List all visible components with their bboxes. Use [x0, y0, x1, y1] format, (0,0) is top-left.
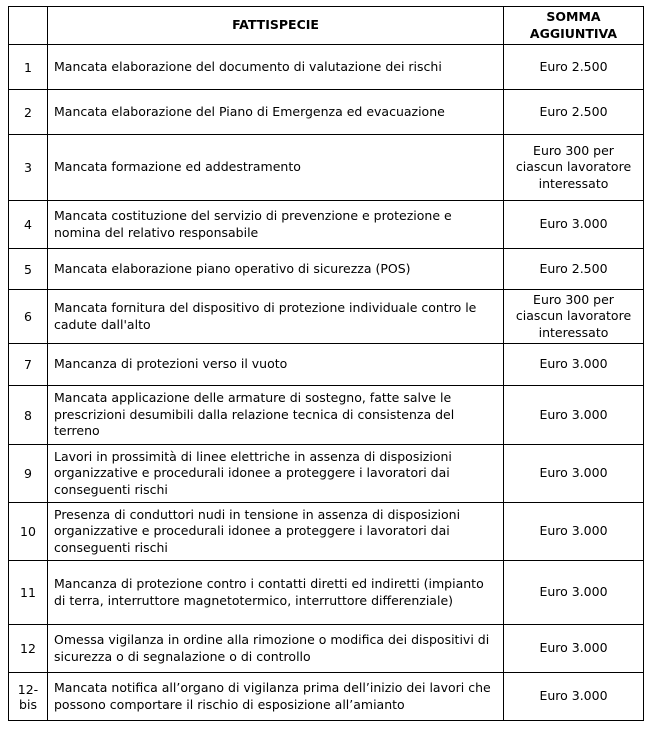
row-fattispecie: Mancanza di protezione contro i contatti diretti ed indiretti (impianto di terra, interruttore magnetotermico, interruttore differenziale) [48, 561, 504, 625]
row-number: 5 [9, 249, 48, 290]
table-row [9, 503, 644, 561]
row-number: 4 [9, 201, 48, 249]
row-fattispecie: Mancata elaborazione piano operativo di sicurezza (POS) [48, 249, 504, 290]
header-number [9, 7, 48, 45]
row-fattispecie: Mancata fornitura del dispositivo di protezione individuale contro le cadute dall'alto [48, 290, 504, 344]
row-somma-aggiuntiva: Euro 300 per ciascun lavoratore interessato [504, 135, 644, 201]
table-row [9, 290, 644, 344]
row-number: 12- bis [9, 673, 48, 721]
row-somma-aggiuntiva: Euro 3.000 [504, 201, 644, 249]
table-row [9, 90, 644, 135]
row-somma-aggiuntiva: Euro 3.000 [504, 445, 644, 503]
row-fattispecie: Mancanza di protezioni verso il vuoto [48, 344, 504, 386]
row-number: 9 [9, 445, 48, 503]
row-fattispecie: Mancata costituzione del servizio di prevenzione e protezione e nomina del relativo responsabile [48, 201, 504, 249]
row-somma-aggiuntiva: Euro 3.000 [504, 625, 644, 673]
row-fattispecie: Presenza di conduttori nudi in tensione in assenza di disposizioni organizzative e procedurali idonee a proteggere i lavoratori dai conseguenti rischi [48, 503, 504, 561]
row-number: 1 [9, 45, 48, 90]
row-somma-aggiuntiva: Euro 2.500 [504, 249, 644, 290]
row-number: 3 [9, 135, 48, 201]
row-number: 8 [9, 386, 48, 445]
row-fattispecie: Mancata formazione ed addestramento [48, 135, 504, 201]
table-row [9, 561, 644, 625]
row-fattispecie: Mancata elaborazione del Piano di Emergenza ed evacuazione [48, 90, 504, 135]
row-somma-aggiuntiva: Euro 3.000 [504, 344, 644, 386]
sanctions-table [8, 6, 644, 721]
row-number: 7 [9, 344, 48, 386]
row-fattispecie: Lavori in prossimità di linee elettriche in assenza di disposizioni organizzative e procedurali idonee a proteggere i lavoratori dai conseguenti rischi [48, 445, 504, 503]
header-somma-aggiuntiva: SOMMA AGGIUNTIVA [504, 7, 644, 45]
table-row [9, 135, 644, 201]
row-somma-aggiuntiva: Euro 300 per ciascun lavoratore interessato [504, 290, 644, 344]
row-number: 11 [9, 561, 48, 625]
row-number: 6 [9, 290, 48, 344]
table-row [9, 249, 644, 290]
row-fattispecie: Mancata notifica all’organo di vigilanza prima dell’inizio dei lavori che possono comportare il rischio di esposizione all’amianto [48, 673, 504, 721]
table-row [9, 445, 644, 503]
table-row [9, 45, 644, 90]
header-row [9, 7, 644, 45]
row-somma-aggiuntiva: Euro 3.000 [504, 673, 644, 721]
row-fattispecie: Mancata elaborazione del documento di valutazione dei rischi [48, 45, 504, 90]
row-number: 10 [9, 503, 48, 561]
table-row [9, 344, 644, 386]
row-fattispecie: Omessa vigilanza in ordine alla rimozione o modifica dei dispositivi di sicurezza o di segnalazione o di controllo [48, 625, 504, 673]
header-fattispecie: FATTISPECIE [48, 7, 504, 45]
row-somma-aggiuntiva: Euro 3.000 [504, 386, 644, 445]
row-number: 12 [9, 625, 48, 673]
row-fattispecie: Mancata applicazione delle armature di sostegno, fatte salve le prescrizioni desumibili dalla relazione tecnica di consistenza del terreno [48, 386, 504, 445]
table-row [9, 673, 644, 721]
table-row [9, 386, 644, 445]
row-somma-aggiuntiva: Euro 2.500 [504, 90, 644, 135]
row-somma-aggiuntiva: Euro 2.500 [504, 45, 644, 90]
table-row [9, 625, 644, 673]
row-somma-aggiuntiva: Euro 3.000 [504, 561, 644, 625]
row-number: 2 [9, 90, 48, 135]
row-somma-aggiuntiva: Euro 3.000 [504, 503, 644, 561]
table-row [9, 201, 644, 249]
